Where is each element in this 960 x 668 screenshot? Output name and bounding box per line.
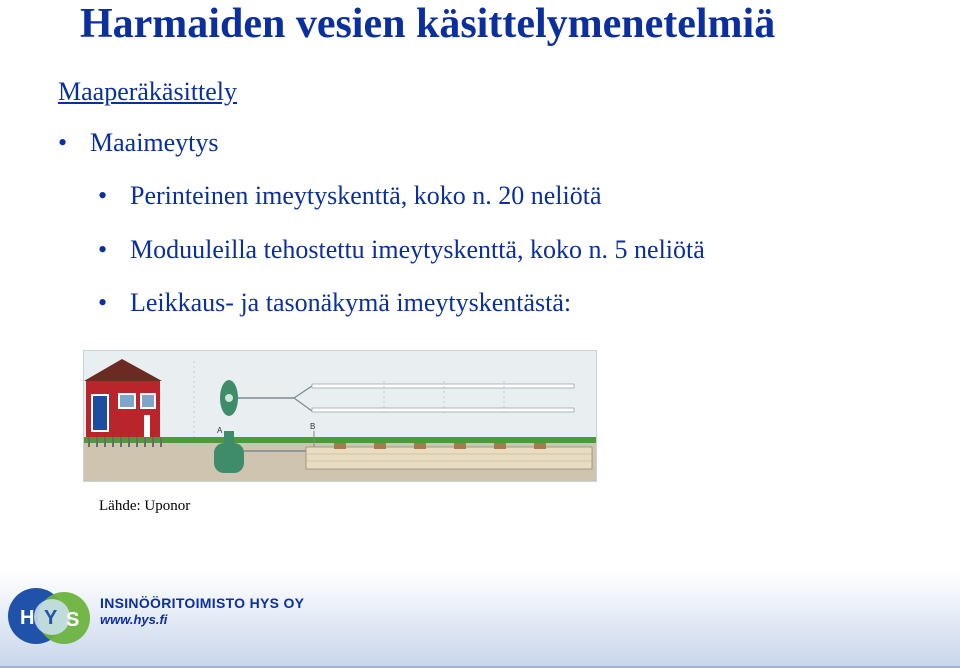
bullet-moduuleilla-tehostettu: • Moduuleilla tehostettu imeytyskenttä, koko n. 5 neliötä: [98, 235, 705, 265]
bullet-perinteinen-imeytyskentta: • Perinteinen imeytyskenttä, koko n. 20 neliötä: [98, 181, 602, 211]
logo-letter-h: H: [20, 607, 35, 629]
logo-letter-s: S: [66, 609, 80, 631]
slide-title: Harmaiden vesien käsittelymenetelmiä: [80, 1, 776, 47]
section-link-maaperakasittely[interactable]: Maaperäkäsittely: [58, 77, 238, 106]
infiltration-field-illustration: [84, 351, 596, 481]
company-url[interactable]: www.hys.fi: [100, 612, 168, 627]
label-b: B: [310, 422, 316, 431]
infiltration-field-diagram: [83, 350, 597, 482]
logo-letter-y: Y: [44, 607, 58, 629]
image-source: Lähde: Uponor: [99, 498, 191, 514]
company-name: INSINÖÖRITOIMISTO HYS OY: [100, 595, 305, 611]
label-a: A: [217, 426, 223, 435]
hys-logo: [6, 574, 92, 660]
bullet-leikkaus-ja-tasonakyma: • Leikkaus- ja tasonäkymä imeytyskentästä:: [98, 288, 571, 318]
bullet-maaimeytys: • Maaimeytys: [58, 128, 219, 158]
